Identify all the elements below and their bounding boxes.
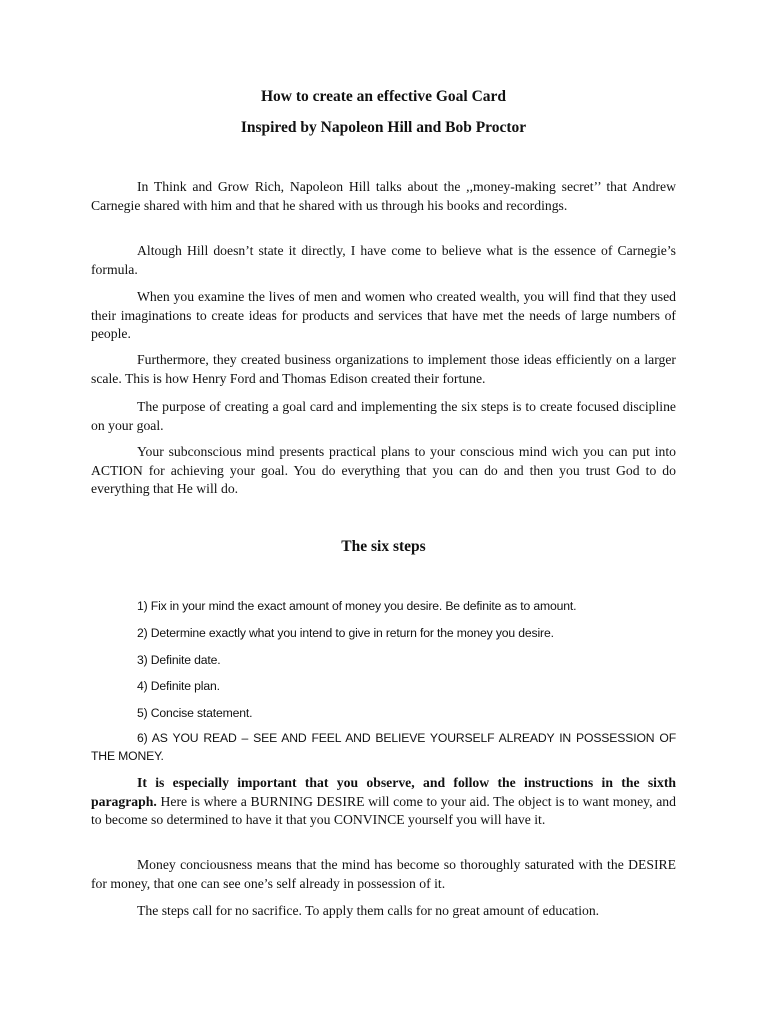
paragraph: Furthermore, they created business organizations to implement those ideas efficiently on a larger scale. This is how Henry Ford and Thomas Edison created their fortune.: [91, 352, 676, 386]
step-item: 4) Definite plan.: [137, 679, 220, 693]
section-heading: The six steps: [341, 538, 426, 555]
paragraph: The purpose of creating a goal card and implementing the six steps is to create focused discipline on your goal.: [91, 399, 676, 433]
emphasis-bold-text: It is especially important that you observe, and follow the instructions in the sixth paragraph.: [91, 775, 676, 809]
paragraph: In Think and Grow Rich, Napoleon Hill talks about the ,,money-making secret’’ that Andrew Carnegie shared with him and that he shared with us through his books and recordings.: [91, 179, 676, 213]
document-subtitle: Inspired by Napoleon Hill and Bob Proctor: [240, 119, 527, 136]
paragraph: Your subconscious mind presents practical plans to your conscious mind wich you can put into ACTION for achieving your goal. You do everything that you can do and then you trust God to do everything that He will do.: [91, 444, 676, 497]
document-title: How to create an effective Goal Card: [260, 88, 507, 105]
paragraph: The steps call for no sacrifice. To apply them calls for no great amount of education.: [137, 903, 600, 918]
document-page: [91, 0, 676, 1024]
step-item: 2) Determine exactly what you intend to give in return for the money you desire.: [137, 626, 554, 640]
paragraph: Altough Hill doesn’t state it directly, I have come to believe what is the essence of Carnegie’s formula.: [91, 243, 676, 277]
step-item: 6) AS YOU READ – SEE AND FEEL AND BELIEVE YOURSELF ALREADY IN POSSESSION OF THE MONEY.: [91, 731, 676, 763]
step-item: 1) Fix in your mind the exact amount of money you desire. Be definite as to amount.: [137, 599, 577, 613]
paragraph: When you examine the lives of men and women who created wealth, you will find that they used their imaginations to create ideas for products and services that have met the needs of large numbers of people.: [91, 289, 676, 342]
step-item: 3) Definite date.: [137, 653, 221, 667]
emphasis-rest-text: Here is where a BURNING DESIRE will come to your aid. The object is to want money, and to become so determined to have it that you CONVINCE yourself you will have it.: [91, 793, 676, 828]
step-item: 5) Concise statement.: [137, 706, 253, 720]
emphasis-paragraph: [91, 774, 676, 830]
paragraph: Money conciousness means that the mind has become so thoroughly saturated with the DESIRE for money, that one can see one’s self already in possession of it.: [91, 857, 676, 891]
